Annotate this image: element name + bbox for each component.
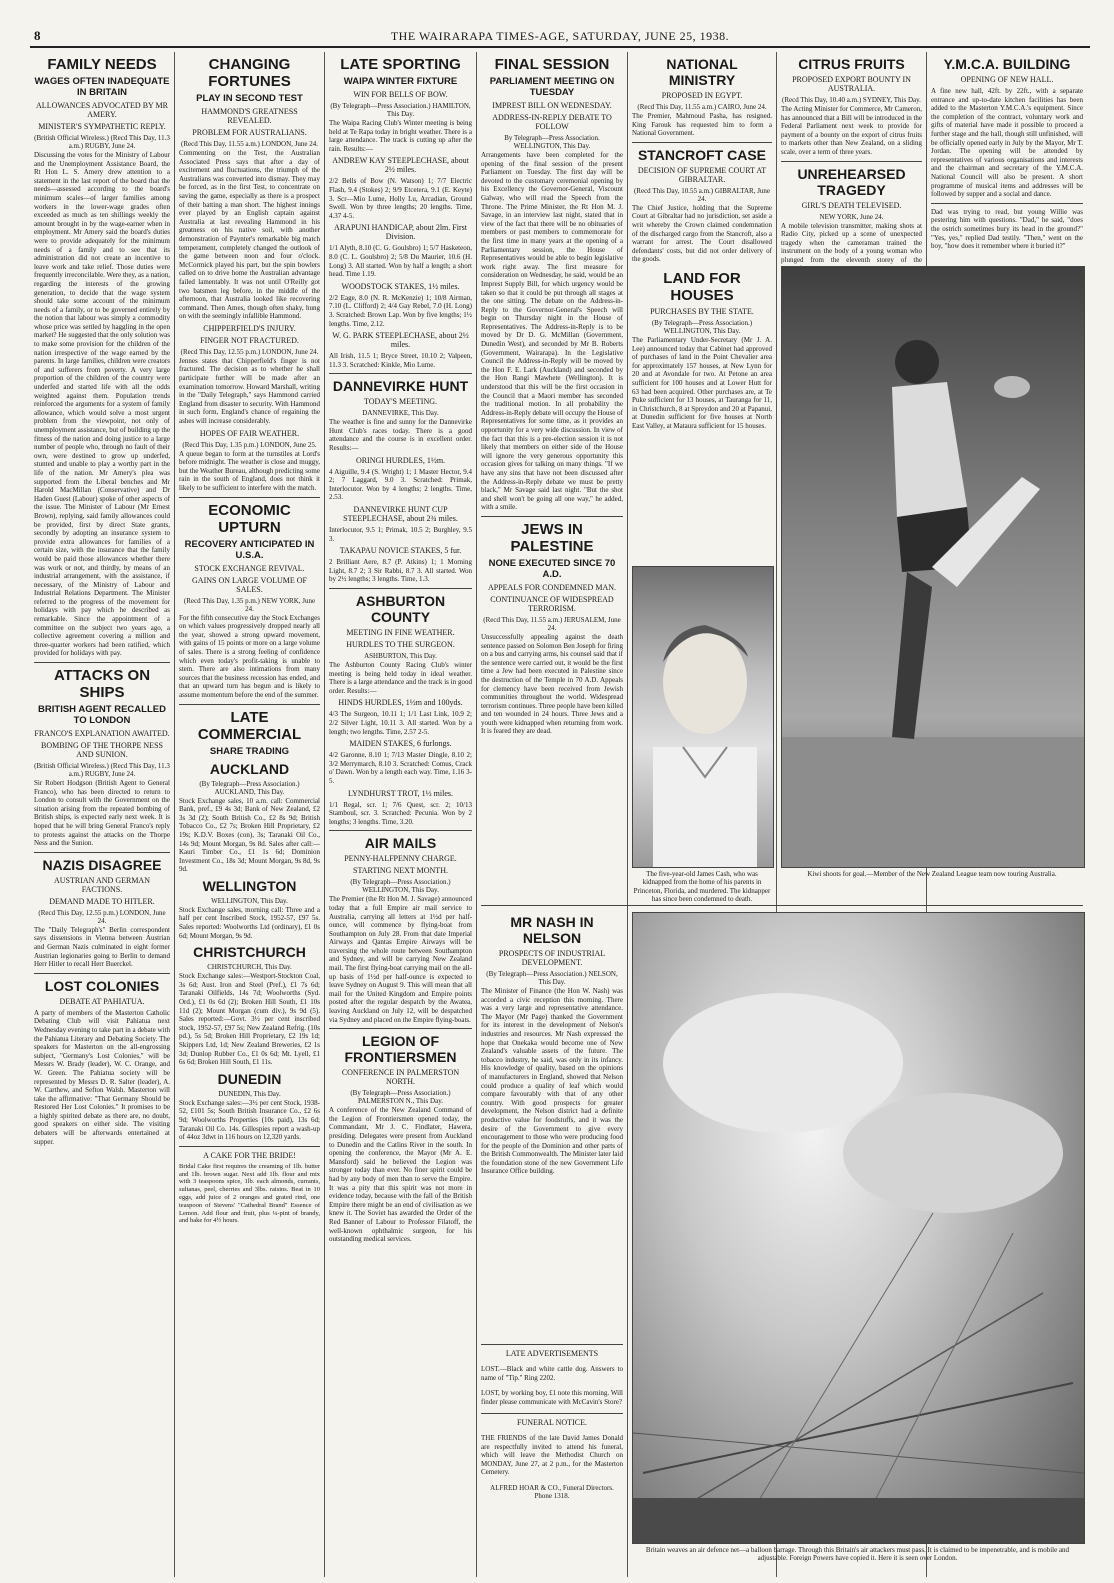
race-result: 4 Aiguille, 9.4 (S. Wright) 1; 1 Master Hector, 9.4 2; 7 Laggard, 9.0 3. Scratched: Primak, Interlocutor. Won by 4 lengths; 2 lengths. Time, 2.53.	[329, 467, 472, 502]
article-body: The Acting Minister for Commerce, Mr Cameron, has announced that a Bill will be introduced in the Federal Parliament next week to provide for payment of a bounty on the export of citrus fruits to markets other than New Zealand, on a sliding scale, over a term of three years.	[781, 105, 922, 156]
funeral-notice: THE FRIENDS of the late David James Donald are respectfully invited to attend his funeral, which will leave the Methodist Church on MONDAY, June 27, at 2 p.m., for the Masterton Cemetery.	[481, 1434, 623, 1476]
subhead: TODAY'S MEETING.	[364, 397, 437, 407]
subhead: HOPES OF FAIR WEATHER.	[199, 428, 300, 438]
masthead	[30, 28, 1090, 48]
article-body: Stock Exchange sales, 10 a.m. call: Commercial Bank, pref., £9 4s 3d; Bank of New Zealand, £2 3s 3d (2); South British Co., £2 8s 9d; British Tobacco Co., £2 7s; Broken Hill Proprietary, £2 19s; K.D.V. Boxes (con), 3s; Taranaki Oil Co., 14s 9d; Mount Morgan, 9s 8d. Sales after call:—Kauri Timber Co., £1 1s 6d; Dominion Investment Co., 18s 3d; Mount Morgan, 9s 8d, 9s 9d.	[179, 796, 320, 874]
dateline: (Recd This Day, 1.35 p.m.) LONDON, June 25.	[182, 440, 317, 449]
dateline: DANNEVIRKE, This Day.	[362, 409, 439, 418]
subhead: DEMAND MADE TO HITLER.	[49, 896, 155, 906]
boy-photo-caption: The five-year-old James Cash, who was kidnapped from the home of his parents in Princeton, Florida, and murdered. The kidnapper has since been condemned to death.	[633, 870, 771, 904]
barrage-photo-caption: Britain weaves an air defence net—a balloon barrage. Through this Britain's air attackers must pass. It is claimed to be impenetrable, and is mobile and adjustable. Foreign Powers have copied it. Here it is seen over London.	[645, 1546, 1070, 1563]
headline-nazis-disagree: NAZIS DISAGREE	[42, 856, 162, 873]
dateline: (Recd This Day, 12.55 p.m.) LONDON, June 24.	[180, 347, 319, 356]
race-title: WOODSTOCK STAKES, 1½ miles.	[341, 281, 460, 291]
subhead: RECOVERY ANTICIPATED IN U.S.A.	[184, 538, 315, 561]
dateline: (By Telegraph—Press Association.) WELLINGTON, This Day.	[651, 319, 753, 335]
headline-late-commercial: LATE COMMERCIAL	[197, 708, 302, 743]
funeral-heading: FUNERAL NOTICE.	[517, 1418, 587, 1427]
race-title: HINDS HURDLES, 1½m and 100yds.	[338, 698, 463, 708]
subhead: STOCK EXCHANGE REVIVAL.	[194, 563, 305, 573]
column-7	[931, 52, 1083, 262]
subhead: ALLOWANCES ADVOCATED BY MR AMERY.	[36, 101, 168, 119]
column-rule	[174, 52, 175, 1577]
headline-ymca-building: Y.M.C.A. BUILDING	[943, 56, 1071, 72]
dateline: (By Telegraph—Press Association.) PALMERSTON N., This Day.	[350, 1089, 451, 1106]
subhead: FINGER NOT FRACTURED.	[200, 335, 299, 345]
dateline: (Recd This Day, 10.40 a.m.) SYDNEY, This Day.	[782, 96, 921, 104]
subhead: PARLIAMENT MEETING ON TUESDAY	[489, 76, 615, 98]
subhead: STARTING NEXT MONTH.	[353, 866, 448, 876]
kiwi-photo-caption: Kiwi shoots for goal.—Member of the New Zealand League team now touring Australia.	[807, 870, 1057, 878]
article-body: Sir Robert Hodgson (British Agent to General Franco), who has been directed to return to London to consult with the Government on the situation arising from the repeated bombing of British ships, is expected early next week. It is hoped that he will bring General Franco's reply to protests against the attacks on the Thorpe Ness and the Sunion.	[34, 779, 170, 848]
dateline: (Recd This Day, 1.35 p.m.) NEW YORK, June 24.	[183, 596, 316, 613]
divider	[481, 905, 1083, 906]
article-body: The Waipa Racing Club's Winter meeting is being held at Te Rapa today in bright weather. There is a large attendance. The track is cutting up after the rain. Results:—	[329, 119, 472, 153]
race-result: All Irish, 11.5 1; Bryce Street, 10.10 2; Valpeen, 11.3 3. Scratched: Kinkle, Mio Lume.	[329, 352, 472, 369]
subhead: BRITISH AGENT RECALLED TO LONDON	[38, 704, 166, 727]
race-result: Interlocutor, 9.5 1; Primak, 10.5 2; Burghley, 9.5 3.	[329, 526, 472, 543]
headline-unrehearsed-tragedy: UNREHEARSED TRAGEDY	[797, 165, 906, 198]
subhead: HURDLES TO THE SURGEON.	[346, 640, 455, 649]
headline-land-for-houses: LAND FOR HOUSES	[663, 270, 741, 304]
subhead: PLAY IN SECOND TEST	[196, 93, 303, 104]
column-4	[481, 52, 623, 822]
subhead: MINISTER'S SYMPATHETIC REPLY.	[38, 122, 166, 131]
column-1	[34, 52, 170, 1577]
dateline: NEW YORK, June 24.	[819, 212, 884, 221]
article-body: Commenting on the Test, the Australian Associated Press says that after a day of excitement and fluctuations, the triumph of the Australians was converted into dismay. They may be forced, as in the first Test, to concentrate on saving the game, especially as there is a prospect of their batting a man short. The highest innings ever played by an English captain against Australia at last revealing Hammond in his greatness on his native soil, with another demonstration of Paynter's remarkable big match temperament, completely changed the outlook of the game between noon and four o'clock. McCormick played his part, but the spin bowlers called on to drive home the Australian advantage failed lamentably. It was not until O'Reilly got two batsmen leg before, in the middle of the afternoon, that Australia looked like recovering command. Then Ames, though often shaky, hung on with the seemingly infallible Hammond.	[179, 149, 320, 321]
advert-lost-note: LOST, by working boy, £1 note this morning. Will finder please communicate with McCavin's Store?	[481, 1389, 623, 1406]
dateline: (Recd This Day, 11.55 a.m.) LONDON, June 24.	[181, 140, 318, 148]
headline-attacks-on-ships: ATTACKS ON SHIPS	[53, 667, 151, 702]
subhead: MEETING IN FINE WEATHER.	[346, 628, 455, 637]
dateline: (Recd This Day, 11.55 a.m.) CAIRO, June 24.	[637, 103, 767, 111]
headline-late-sporting: LATE SPORTING	[340, 56, 461, 73]
subhead: SHARE TRADING	[209, 745, 290, 757]
land-for-houses-article	[632, 266, 772, 561]
headline-dannevirke-hunt: DANNEVIRKE HUNT	[332, 378, 469, 395]
late-advertisements	[481, 1340, 623, 1575]
subhead: AUSTRIAN AND GERMAN FACTIONS.	[53, 875, 150, 894]
column-rule	[324, 52, 325, 1577]
subhead-christchurch: CHRISTCHURCH	[193, 944, 306, 961]
race-title: DANNEVIRKE HUNT CUP STEEPLECHASE, about 2¾ miles.	[343, 505, 458, 524]
headline-family-needs: FAMILY NEEDS	[47, 56, 157, 73]
race-title: ARAPUNI HANDICAP, about 2lm. First Division.	[334, 223, 467, 242]
subhead: WAGES OFTEN INADEQUATE IN BRITAIN	[34, 76, 170, 98]
race-result: 2 Brilliant Aere, 8.7 (P. Atkins) 1; 1 Morning Light, 8.7 2; 3 Sir Rabbi, 8.7 3. All started. Won by 2½ lengths; 3 lengths. Time, 1.3.	[329, 558, 472, 584]
column-5	[632, 52, 772, 262]
subhead: PURCHASES BY THE STATE.	[650, 307, 754, 316]
subhead: BOMBING OF THE THORPE NESS AND SUNION.	[41, 741, 163, 760]
race-title: TAKAPAU NOVICE STAKES, 5 fur.	[339, 546, 462, 556]
article-body: The Parliamentary Under-Secretary (Mr J. A. Lee) announced today that Cabinet had approved of purchases of land in the Point Chevalier area for approximately 157 houses, at New Lynn for 20 and at Avondale for two. At Petone an area sufficient for 100 houses and at Lower Hutt for 63 had been acquired. Other purchases are, at Te Puke sufficient for 13 houses, at Tauranga for 11, in Christchurch, 8 at Spreydon and 20 at Papanui, at Dunedin sufficient for five houses at North East Valley, at Mataura sufficient for 15 houses.	[632, 336, 772, 430]
article-body: A fine new hall, 42ft. by 22ft., with a separate entrance and up-to-date kitchen facilities has been added to the Masterton Y.M.C.A.'s equipment. Since the completion of the contract, voluntary work and gifts of material have made it possible to proceed a further stage and the hall, though still unfinished, will be officially opened early in July by the Mayor, Mr T. Jordan. The opening will be attended by representatives of various organisations and interests and the chairman and secretary of the Y.M.C.A. National Council will also be present. A short programme of musical items and addresses will be followed by supper and a social and dance.	[931, 87, 1083, 199]
subhead: PROPOSED EXPORT BOUNTY IN AUSTRALIA.	[792, 75, 911, 93]
subhead: PROBLEM FOR AUSTRALIANS.	[192, 128, 307, 137]
balloon-barrage-image	[633, 913, 1084, 1543]
article-body: A party of members of the Masterton Catholic Debating Club will visit Pahiatua next Wednesday evening to take part in a debate with the Pahiatua Literary and Debating Society. The speakers for Masterton on the all-engrossing subject, "Germany's Lost Colonies," will be Messrs W. Brady (leader), W. C. Orange, and W. Green. The Pahiatua society will be represented by Messrs D. R. Salter (leader), A. W. Carthew, and Sefton Walsh. Masterton will take the affirmative: "That Germany Should be Restored Her Lost Colonies." It promises to be a highly spirited debate as there are, no doubt, good speakers on either side. The visiting debaters will be afterwards entertained at supper.	[34, 1008, 170, 1146]
dateline: DUNEDIN, This Day.	[218, 1089, 281, 1098]
subhead: DEBATE AT PAHIATUA.	[59, 996, 145, 1006]
article-body: The Premier (the Rt Hon M. J. Savage) announced today that a full Empire air mail service to Australia, carrying all letters at 1½d per half-ounce, will commence by flying-boat from Southampton on July 28. From that date Imperial Airways and Qantas Empire Airways will be traversing the whole route between Southampton and Sydney, and will be carrying New Zealand mail. The first flying-boat carrying mail on the all-up basis of 1½d per half-ounce is expected to leave Sydney on August 9. This will mean that all mail for the United Kingdom and Empire points posted after the regular despatch by the Awatea, leaving Auckland on July 12, will be despatched via Sydney and placed on the Empire flying-boats.	[329, 895, 472, 1024]
headline-final-session: FINAL SESSION	[494, 56, 610, 73]
headline-legion-of-frontiersmen: LEGION OF FRONTIERSMEN	[344, 1033, 457, 1066]
article-body: A conference of the New Zealand Command of the Legion of Frontiersmen opened today, the Commandant, Mr J. C. Findlater, Hawera, presiding. Delegates were present from Auckland to Dunedin and the Catlins River in the south. In opening the conference, the Mayor (Mr A. E. Mansford) said he believed the Legion was stronger today than ever. No finer spirit could be had by any body of men than to serve the Empire. It was a pity that this spirit was not more in evidence today, because with the fall of the British Empire there might be an end of civilisation as we knew it. The Soviet has awarded the Order of the Red Banner of Labour to Professor Filatoff, the well-known ophthalmic surgeon, for his outstanding medical services.	[329, 1106, 472, 1244]
headline-changing-fortunes: CHANGING FORTUNES	[208, 56, 291, 90]
headline-mr-nash: MR NASH IN NELSON	[510, 914, 594, 946]
subhead: WIN FOR BELLS OF BOW.	[353, 90, 448, 99]
column-rule	[476, 52, 477, 1577]
headline-jews-in-palestine: JEWS IN PALESTINE	[510, 520, 594, 555]
article-body: Stock Exchange sales:—Westport-Stockton Coal, 3s 6d; Aust. Iron and Steel (Pref.), £1 7s 6d; Taranaki Oilfields, 14s 7d; Woolworths (Syd. Ord.), £1 0s 6d (2); Broken Hill South, £1 10s 11d (2); Mount Morgan (cum div.), 9s 9d (5). Sales reported:—Govt. 3½ per cent inscribed stock, 1952-57, £97 5s; New Zealand Refrig. (10s pd.), 5s 5d; Broken Hill Proprietary, £2 19s 1d; Skippers Ltd, 1d; New Zealand Breweries, £2 1s 3d; Dunlop Rubber Co., £1 0s 6d; Mt. Lyell, £1 6s 6d; Broken Hill South, £1 11s.	[179, 972, 320, 1067]
article-body: Stock Exchange sales, morning call: Three and a half per cent Inscribed Stock, 1952-57, £97 5s. Sales reported: Woolworths Ltd (ordinary), £1 0s 6d; Mount Morgan, 9s 9d.	[179, 905, 320, 940]
headline-economic-upturn: ECONOMIC UPTURN	[208, 501, 291, 536]
article-body: The Premier, Mahmoud Pasha, has resigned. King Farouk has requested him to form a National Government.	[632, 112, 772, 138]
article-body: Jennes states that Chipperfield's finger is not fractured. The decision as to whether he shall participate further will be made after an examination tomorrow. Howard Marshall, writing in the "Daily Telegraph," says Hammond carried England from disaster to security. With Hammond in such form, England's chance of regaining the ashes will increase considerably.	[179, 356, 320, 426]
dateline: (British Official Wireless.) (Recd This Day, 11.3 a.m.) RUGBY, June 24.	[34, 134, 170, 150]
masthead-title: THE WAIRARAPA TIMES-AGE, SATURDAY, JUNE 25, 1938.	[390, 29, 730, 43]
race-title: ANDREW KAY STEEPLECHASE, about 2½ miles.	[332, 156, 469, 175]
subhead: CONFERENCE IN PALMERSTON NORTH.	[341, 1068, 460, 1087]
subhead: PROPOSED IN EGYPT.	[661, 91, 743, 100]
race-title: LYNDHURST TROT, 1½ miles.	[348, 788, 453, 798]
boy-portrait-image	[633, 567, 773, 867]
article-body: Unsuccessfully appealing against the death sentence passed on Solomon Ben Joseph for firing on a bus and carrying arms, his counsel said that if the sentence were carried out, it would be the first time a Jew had been executed in Palestine since the destruction of the Temple in 70 A.D. Appeals for clemency have been received from Jewish communities throughout the world. Widespread terrorism continues. Three people have been killed and ten wounded in 24 hours. Three Jews and a youth were kidnapped when returning from work. It is feared they are dead.	[481, 632, 623, 736]
article-body: A queue began to form at the turnstiles at Lord's before midnight. The weather is close and muggy, but the Weather Bureau, although predicting some rain in the south of England, does not think it likely to be sufficient to interfere with the match.	[179, 449, 320, 492]
headline-stancroft-case: STANCROFT CASE	[637, 146, 767, 163]
dateline: (Recd This Day, 12.55 p.m.) LONDON, June 24.	[38, 908, 166, 925]
ads-heading: LATE ADVERTISEMENTS	[505, 1349, 599, 1358]
subhead-dunedin: DUNEDIN	[217, 1070, 282, 1087]
subhead: APPEALS FOR CONDEMNED MAN.	[487, 582, 616, 592]
race-result: 2/2 Eage, 8.0 (N. R. McKenzie) 1; 10/8 Airman, 7.10 (L. Clifford) 2; 4/4 Gay Rebel, 7.0 (H. Long) 3. Scratched: Brown Lap. Won by five lengths; 1½ lengths. Time, 2.12.	[329, 293, 472, 328]
subhead-auckland: AUCKLAND	[209, 760, 290, 777]
dateline: WELLINGTON, This Day.	[211, 896, 288, 905]
dateline: By Telegraph—Press Association. WELLINGTON, This Day.	[504, 134, 600, 150]
subhead: OPENING OF NEW HALL.	[960, 75, 1054, 84]
subhead: IMPREST BILL ON WEDNESDAY.	[492, 101, 612, 110]
subhead: CHIPPERFIELD'S INJURY.	[203, 323, 296, 333]
headline-ashburton-county: ASHBURTON COUNTY	[355, 593, 446, 625]
dateline: (Recd This Day, 11.55 a.m.) JERUSALEM, June 24.	[483, 615, 621, 632]
subhead: HAMMOND'S GREATNESS REVEALED.	[201, 107, 298, 125]
column-rule	[627, 52, 628, 1577]
subhead: DECISION OF SUPREME COURT AT GIBRALTAR.	[637, 165, 767, 184]
subhead: CONTINUANCE OF WIDESPREAD TERRORISM.	[490, 594, 614, 613]
article-body: The weather is fine and sunny for the Dannevirke Hunt Club's races today. There is a good attendance and the course is in excellent order. Results:—	[329, 418, 472, 453]
article-body: The Chief Justice, holding that the Supreme Court at Gibraltar had no jurisdiction, set aside a writ whereby the Crown claimed condemnation of the discharged cargo from the Stancroft, also a warrant for arrest. The Court disallowed defendants' costs, but did not order delivery of the goods.	[632, 203, 772, 264]
advert-heading: A CAKE FOR THE BRIDE!	[203, 1150, 296, 1160]
column-6	[781, 52, 922, 272]
dateline: (By Telegraph—Press Association.) WELLINGTON, This Day.	[350, 878, 451, 895]
subhead-wellington: WELLINGTON	[202, 877, 297, 894]
article-body: A mobile television transmitter, making shots at Radio City, picked up a scene of unexpected tragedy when the cameraman trained the instrument on the body of a young woman who plunged from the eleventh storey of the	[781, 221, 922, 264]
subhead: GIRL'S DEATH TELEVISED.	[801, 200, 902, 210]
headline-national-ministry: NATIONAL MINISTRY	[666, 56, 738, 88]
dateline: (Recd This Day, 10.55 a.m.) GIBRALTAR, June 24.	[633, 186, 771, 203]
subhead: NONE EXECUTED SINCE 70 A.D.	[488, 557, 616, 580]
headline-lost-colonies: LOST COLONIES	[44, 977, 160, 994]
race-result: 4/2 Garonne, 8.10 1; 7/13 Master Dingle, 8.10 2; 3/2 Merrymarch, 8.10 3. Scratched: Comus, Crack o' Dawn. Won by a length each way. Time, 1.16 3-5.	[329, 751, 472, 785]
page-number: 8	[34, 28, 41, 43]
article-body: For the fifth consecutive day the Stock Exchanges on which values progressively dropped nearly all the year, showed a strong upward movement, with gains of 15 points or more on a large volume of sales. There is a strong feeling of confidence which even today's profit-taking is unable to stem. There are also intimations from many sources that the business recession has ended, and that an upward turn has begun and is likely to assume momentum before the end of the summer.	[179, 613, 320, 699]
dateline: (By Telegraph—Press Association.) NELSON, This Day.	[486, 970, 618, 986]
barrage-photo	[632, 912, 1085, 1544]
race-result: 2/2 Bells of Bow (N. Watson) 1; 7/7 Electric Flash, 9.4 (Stokes) 2; 9/9 Etcetera, 9.1 (E. Keyte) 3. Scr—Mio Lume, Holly Lu, Arcadian, Ground Swell. Won by three lengths; 20 lengths. Time, 4.37 4-5.	[329, 177, 472, 220]
advert-body: Bridal Cake first requires the creaming of 1lb. butter and 1lb. brown sugar. Next add 1lb. flour and mix with 3 teaspoons spice, 1lb. each almonds, currants, sultanas, peel, cherries and 3lbs. raisins. Beat in 10 eggs, add juice of 2 oranges and grated rind, one teaspoon of Stevens' "Cathedral Brand" Essence of Lemon. Add flour and fruit, plus ¼-pint of brandy, and bake for 4½ hours.	[179, 1162, 320, 1225]
article-body: The "Daily Telegraph's" Berlin correspondent says dissensions in Vienna between Austrian and German Nazis culminated in eight former Austrian legionaries going to Berlin to demand Herr Hitler to recall Herr Buerckel.	[34, 925, 170, 969]
subhead: ADDRESS-IN-REPLY DEBATE TO FOLLOW	[492, 113, 612, 131]
article-body: The Minister of Finance (the Hon W. Nash) was accorded a civic reception this morning. There was a very large and representative attendance. The Mayor (Mr Page) thanked the Government for its interest in the development of Nelson's industries and resources. Mr Nash expressed the hope that Onekaka would become one of New Zealand's valuable assets of the future. The tobacco industry, he said, was only in its infancy. His knowledge of quality, based on the opinions of manufacturers in England, showed that Nelson could produce a quality of leaf which would compare favourably with that of any other country. With good prospects for greater development, the Nelson district had a definite productive value for foodstuffs, and it was the desire of the Government to give every encouragement to those who were producing food for the people of the Dominion and other parts of the British Commonwealth. The Minister later laid the foundation stone of the new Government Life Insurance Office building.	[481, 987, 623, 1176]
subhead: PENNY-HALFPENNY CHARGE.	[344, 854, 457, 864]
race-result: 1/1 Alyth, 8.10 (C. G. Goulsbro) 1; 5/7 Hasketeon, 8.0 (C. L. Goulsbro) 2; 5/8 Du Maurier, 10.6 (H. Long) 3. All started. Won by half a length; a short head. Time 1.19.	[329, 244, 472, 279]
dateline: (By Telegraph—Press Association.) AUCKLAND, This Day.	[199, 779, 300, 796]
dateline: CHRISTCHURCH, This Day.	[207, 963, 292, 972]
column-3	[329, 52, 472, 1577]
race-result: 4/3 The Surgeon, 10.11 1; 1/1 Last Link, 10.9 2; 2/2 Silver Light, 10.11 3. All started. Won by a length; two lengths. Time, 2.57 2-5.	[329, 710, 472, 736]
boy-photo	[632, 566, 774, 868]
article-body: Stock Exchange sales:—3½ per cent Stock, 1938-52, £101 5s; South British Insurance Co., £2 6s 9d; Woolworths Properties (10s paid), 13s 6d; Taranaki Oil Co. 14s. Gillespies report a wash-up of 44oz 3dwt in 116 hours on 12,320 yards.	[179, 1098, 320, 1142]
mr-nash-article	[481, 910, 623, 1335]
race-title: W. G. PARK STEEPLECHASE, about 2½ miles.	[332, 331, 469, 350]
rugby-player-image	[782, 267, 1084, 867]
advert-lost-dog: LOST.—Black and white cattle dog. Answers to name of "Tip." Ring 2202.	[481, 1365, 623, 1382]
race-title: MAIDEN STAKES, 6 furlongs.	[349, 739, 452, 749]
subhead: GAINS ON LARGE VOLUME OF SALES.	[192, 575, 307, 594]
subhead: WAIPA WINTER FIXTURE	[343, 76, 458, 87]
column-2	[179, 52, 320, 1577]
dateline: ASHBURTON, This Day.	[364, 652, 437, 660]
dateline: (By Telegraph—Press Association.) HAMILTON, This Day.	[330, 102, 471, 118]
article-body: Discussing the votes for the Ministry of Labour and the Unemployment Assistance Board, the Rt Hon L. S. Amery drew attention to a statement in the last report of the board that the needs—assessed according to the board's minimum scales—of larger families among workers in the lower-wage grades often exceeded as much as ten shillings weekly the amount brought in by the wage-earner when in employment. Mr Amery said the board's duties were to provide adequately for the minimum needs of a family and to see that its administration did not create an incentive to leave work and take relief. Those duties were frequently irreconcilable. Were they, as a nation, regarding the interests of the growing generation, to decide that the wage system should take some account of the minimum needs of a family, or to be governed entirely by the notion that labour was simply a commodity whose price was settled by haggling in the open market? He suggested that the only solution was to make some provision for the children of the nation irrespective of the wage earned by the parents. In large families, children were creators of and sufferers from poverty. A very large proportion of the children of the country were underfed and started life with all the odds weighted against them. Population trends reinforced the arguments for a system of family allowance, which would solve a most urgent problem from the viewpoint, not only of unemployment assistance, but of building up the fitness of the nation and doing justice to a large number of people who, through no fault of their own, were destined to grow up underfed, stunted and unable to play a worthy part in the life of the nation. Mr Amery's plea was supported from the Liberal benches and Mr Harold MacMillan (Conservative) and Dr Haden Guest (Labour) spoke of other aspects of the issue. The Minister of Labour (Mr Ernest Brown), replying, said family allowances could be provided, first by direct State grants, secondly by adopting an insurance system to provide extra allowances for families of a certain size, with the insurance that the family would be paid those allowances whether there was work or not, and thirdly, by means of an industrial arrangement, with the assistance, if necessary, of the Ministry of Labour and Industrial Relations Department. The Minister referred to the progress of the movement for holidays with pay which he described as remarkable. Since the appointment of a committee on the subject two years ago, a collective agreement covering a million and three-quarter workers had been ratified, which provided for holidays with pay.	[34, 151, 170, 658]
race-title: ORINGI HURDLES, 1½m.	[355, 455, 446, 465]
headline-air-mails: AIR MAILS	[364, 835, 437, 852]
article-body: Dad was trying to read, but young Willie was pestering him with questions. "Dad," he said, "does the ostrich sometimes bury its head in the ground?" "Yes, yes," replied Dad testily. "Then," went on the boy, "how does it remember where it buried it?"	[931, 207, 1083, 251]
funeral-director: ALFRED HOAR & CO., Funeral Directors. Phone 1318.	[490, 1483, 614, 1500]
article-body: Arrangements have been completed for the opening of the final session of the present Parliament on Tuesday. The first day will be devoted to the customary ceremonial opening by his Excellency the Governor-General, Viscount Galway, who will read the Speech from the Throne. The Prime Minister, the Rt Hon M. J. Savage, in an interview last night, stated that in view of the fact that there will be no obituaries of members or past members to commemorate for the first time in many years at the opening of a Parliamentary session, the House of Representatives would be able to begin legislative work right away. The first measure for consideration on Wednesday, he said, would be an Imprest Supply Bill, for which urgency would be taken so that it could be put through all stages at the one sitting. The debate on the Address-in-Reply to the Governor-General's Speech will begin on Thursday night in the House of Representatives. The Address-in-Reply is to be moved by Dr D. G. McMillan (Government, Dunedin West), and seconded by Mr B. Roberts (Government, Wairarapa). In the Legislative Council the Address-in-Reply will be moved by the Hon F. E. Lark (Auckland) and seconded by the Hon Rangi Mawhete (Wellington). It is understood that this will be the first occasion in the Council that a Maori member has seconded the traditional motion. In all probability the Address-in-Reply debate will occupy the House of Representatives for some time, as it provides an opportunity for a very wide discussion. In view of the fact that this is a pre-election session it is not likely that members on either side of the House will ignore the very generous opportunity this occasion gives for talking on many things. "If we have any sins that have not been discussed after the Address-in-Reply debate we must be pretty black," Mr Savage said last night. "But the shot and shell won't be going all one way," he added, with a smile.	[481, 151, 623, 512]
article-body: The Ashburton County Racing Club's winter meeting is being held today in ideal weather. There is a large attendance and the track is in good order. Results:—	[329, 661, 472, 695]
race-result: 1/1 Regal, scr. 1; 7/6 Quest, scr. 2; 10/13 Stamboul, scr. 3. Scratched: Pecunia. Won by 2 lengths; 3 lengths. Time, 3.20.	[329, 800, 472, 826]
dateline: (British Official Wireless.) (Recd This Day, 11.3 a.m.) RUGBY, June 24.	[34, 762, 170, 779]
kiwi-photo	[781, 266, 1085, 868]
subhead: PROSPECTS OF INDUSTRIAL DEVELOPMENT.	[498, 949, 606, 967]
headline-citrus-fruits: CITRUS FRUITS	[798, 56, 905, 72]
subhead: FRANCO'S EXPLANATION AWAITED.	[34, 729, 170, 739]
